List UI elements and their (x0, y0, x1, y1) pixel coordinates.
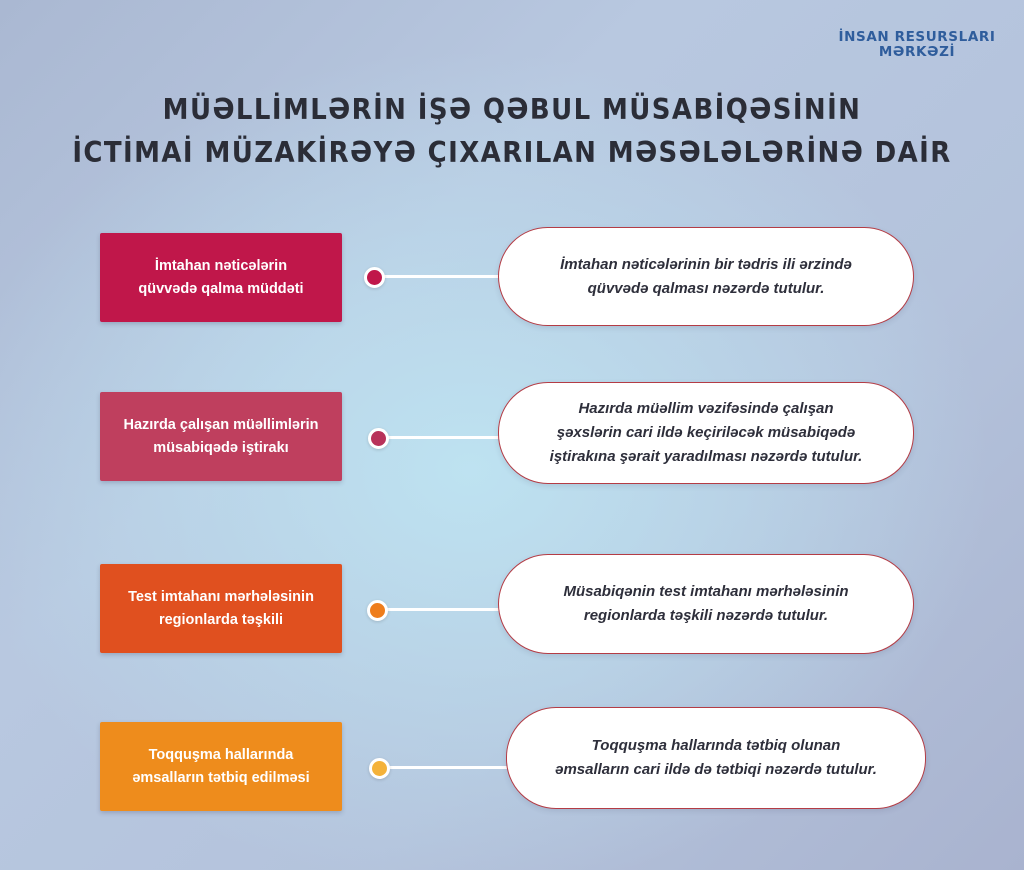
connector-line-4 (388, 766, 508, 769)
timeline-dot-2 (368, 428, 389, 449)
topic-3-line-1: Test imtahanı mərhələsinin (128, 588, 314, 605)
brand-line-2: MƏRKƏZİ (878, 44, 956, 60)
description-box-3 (498, 554, 914, 654)
description-2-line-2: şəxslərin cari ildə keçiriləcək müsabiqədə (556, 424, 856, 441)
topic-box-1 (100, 233, 342, 322)
timeline-dot-4 (369, 758, 390, 779)
topic-box-4 (100, 722, 342, 811)
timeline-dot-1 (364, 267, 385, 288)
item-row-4 (0, 710, 1024, 820)
description-box-2 (498, 382, 914, 484)
topic-box-2 (100, 392, 342, 481)
timeline-dot-2-core (371, 431, 386, 446)
topic-box-3 (100, 564, 342, 653)
item-row-2 (0, 380, 1024, 490)
brand-logo (832, 30, 1002, 60)
timeline-dot-1-core (367, 270, 382, 285)
topic-2-line-1: Hazırda çalışan müəllimlərin (123, 416, 319, 433)
description-3-line-2: regionlarda təşkili nəzərdə tutulur. (583, 607, 829, 624)
topic-4-line-2: əmsalların tətbiq edilməsi (132, 769, 310, 786)
description-1-line-1: İmtahan nəticələrinin bir tədris ili ərzində (560, 255, 852, 273)
item-row-3 (0, 552, 1024, 662)
connector-line-1 (383, 275, 500, 278)
topic-1-line-2: qüvvədə qalma müddəti (138, 280, 304, 297)
brand-line-1: İNSAN RESURSLARI (838, 29, 996, 45)
title-line-2: İCTİMAİ MÜZAKİRƏYƏ ÇIXARILAN MƏSƏLƏLƏRİNƏ DAİR (72, 137, 952, 170)
description-4-line-2: əmsalların cari ildə də tətbiqi nəzərdə tutulur. (555, 761, 877, 778)
timeline-dot-4-core (372, 761, 387, 776)
topic-3-line-2: regionlarda təşkili (158, 611, 284, 628)
description-3-line-1: Müsabiqənin test imtahanı mərhələsinin (563, 583, 849, 600)
description-2-line-1: Hazırda müəllim vəzifəsində çalışan (578, 400, 834, 417)
item-row-1 (0, 222, 1024, 332)
description-2-line-3: iştirakına şərait yaradılması nəzərdə tutulur. (549, 448, 863, 465)
description-box-4 (506, 707, 926, 809)
topic-4-line-1: Toqquşma hallarında (148, 746, 294, 763)
timeline-dot-3 (367, 600, 388, 621)
description-4-line-1: Toqquşma hallarında tətbiq olunan (591, 737, 841, 754)
page-title (0, 89, 1024, 175)
title-line-1: MÜƏLLİMLƏRİN İŞƏ QƏBUL MÜSABİQƏSİNİN (162, 94, 862, 127)
timeline-dot-3-core (370, 603, 385, 618)
description-1-line-2: qüvvədə qalması nəzərdə tutulur. (587, 279, 825, 297)
description-box-1 (498, 227, 914, 326)
topic-2-line-2: müsabiqədə iştirakı (153, 439, 289, 456)
connector-line-2 (387, 436, 500, 439)
connector-line-3 (386, 608, 500, 611)
topic-1-line-1: İmtahan nəticələrin (154, 257, 288, 274)
